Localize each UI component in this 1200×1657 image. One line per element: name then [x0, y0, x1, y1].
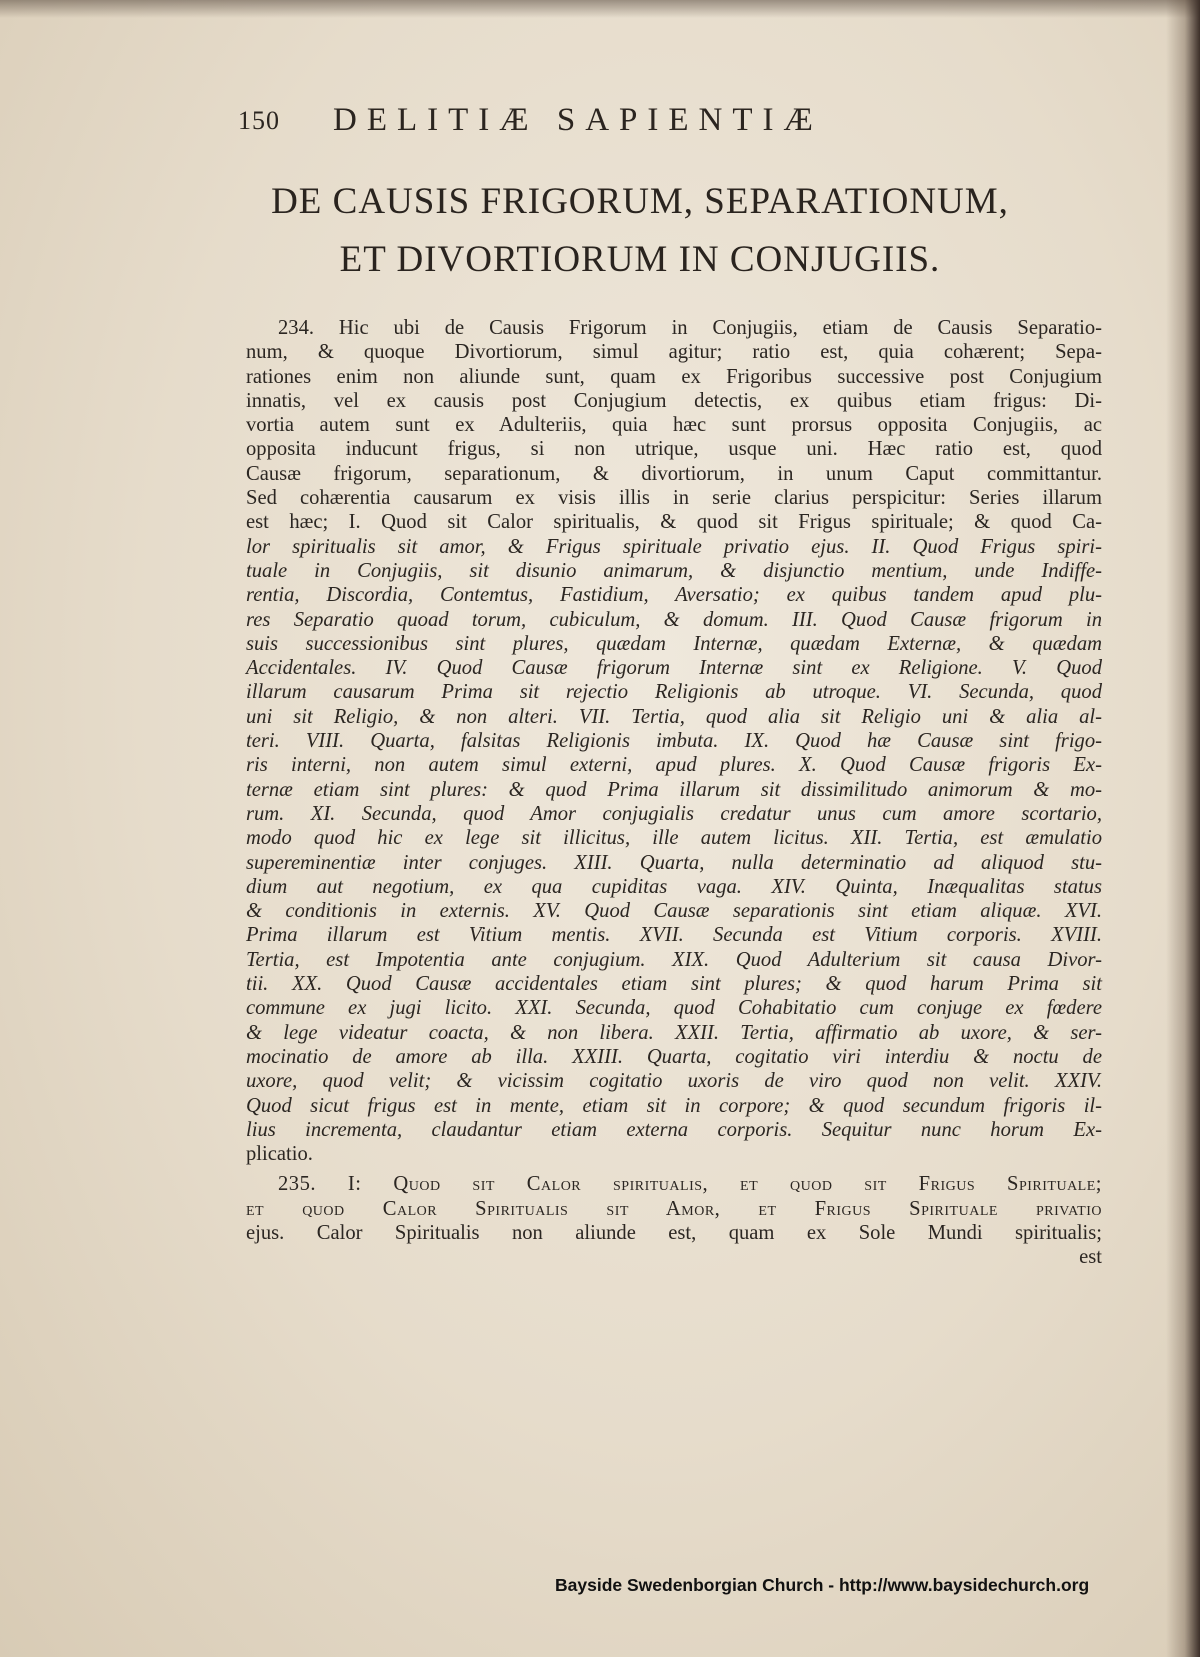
text-line: Causæ frigorum, separationum, & divortiorum, in unum Caput committantur.: [246, 462, 1102, 485]
text-line: Quod sicut frigus est in mente, etiam sit in corpore; & quod secundum frigoris il-: [246, 1094, 1102, 1117]
text-line: rentia, Discordia, Contemtus, Fastidium, Aversatio; ex quibus tandem apud plu-: [246, 584, 1102, 607]
running-title: DELITIÆ SAPIENTIÆ: [333, 102, 823, 138]
text-line: vortia autem sunt ex Adulteriis, quia hæc sunt prorsus opposita Conjugiis, ac: [246, 414, 1102, 437]
text-line: & lege videatur coacta, & non libera. XXII. Tertia, affirmatio ab uxore, & ser-: [246, 1021, 1102, 1044]
text-line: tii. XX. Quod Causæ accidentales etiam sint plures; & quod harum Prima sit: [246, 973, 1102, 996]
catchword: est: [1079, 1246, 1102, 1269]
text-line: ternæ etiam sint plures: & quod Prima illarum sit dissimilitudo animorum & mo-: [246, 778, 1102, 801]
text-line: rum. XI. Secunda, quod Amor conjugialis credatur unus cum amore scortario,: [246, 802, 1102, 825]
running-head: [238, 100, 1038, 140]
text-line: 234. Hic ubi de Causis Frigorum in Conjugiis, etiam de Causis Separatio-: [278, 317, 1102, 339]
text-line: est hæc; I. Quod sit Calor spiritualis, & quod sit Frigus spirituale; & quod Ca-: [246, 511, 1102, 534]
text-line: opposita inducunt frigus, si non utrique, usque uni. Hæc ratio est, quod: [246, 438, 1102, 461]
text-line: res Separatio quoad torum, cubiculum, & domum. III. Quod Causæ frigorum in: [246, 608, 1102, 631]
text-line: modo quod hic ex lege sit illicitus, ille autem licitus. XII. Tertia, est æmulatio: [246, 827, 1102, 850]
body-text: [246, 316, 1102, 1270]
text-line: plicatio.: [246, 1143, 313, 1166]
text-line: ris interni, non autem simul externi, apud plures. X. Quod Causæ frigoris Ex-: [246, 754, 1102, 777]
text-line: suis successionibus sint plures, quædam Internæ, quædam Externæ, & quædam: [246, 632, 1102, 655]
text-line: Accidentales. IV. Quod Causæ frigorum Internæ sint ex Religione. V. Quod: [246, 657, 1102, 680]
text-line: uxore, quod velit; & vicissim cogitatio uxoris de viro quod non velit. XXIV.: [246, 1070, 1102, 1093]
page-binding-edge: [1166, 0, 1200, 1657]
text-line: mocinatio de amore ab illa. XXIII. Quarta, cogitatio viri interdiu & noctu de: [246, 1045, 1102, 1068]
page-top-shadow: [0, 0, 1200, 18]
text-line: commune ex jugi licito. XXI. Secunda, quod Cohabitatio cum conjuge ex fœdere: [246, 997, 1102, 1020]
text-line: dium aut negotium, ex qua cupiditas vaga. XIV. Quinta, Inæqualitas status: [246, 875, 1102, 898]
text-line: 235. I: Quod sit Calor spiritualis, et quod sit Frigus Spirituale;: [278, 1173, 1102, 1196]
text-line: lius incrementa, claudantur etiam externa corporis. Sequitur nunc horum Ex-: [246, 1118, 1102, 1141]
page-number: 150: [238, 106, 280, 135]
footer-credit: Bayside Swedenborgian Church - http://www.baysidechurch.org: [555, 1575, 1090, 1595]
paragraph-235: [246, 1172, 1102, 1269]
text-line: Sed cohærentia causarum ex visis illis in serie clarius perspicitur: Series illarum: [246, 487, 1102, 510]
chapter-title: [200, 173, 1080, 289]
paragraph-234: [246, 316, 1102, 1166]
text-line: Tertia, est Impotentia ante conjugium. XIX. Quod Adulterium sit causa Divor-: [246, 948, 1102, 971]
text-line: et quod Calor Spiritualis sit Amor, et Frigus Spirituale privatio: [246, 1197, 1102, 1220]
text-line: illarum causarum Prima sit rejectio Religionis ab utroque. VI. Secunda, quod: [246, 681, 1102, 704]
text-line: uni sit Religio, & non alteri. VII. Tertia, quod alia sit Religio uni & alia al-: [246, 705, 1102, 728]
text-line: teri. VIII. Quarta, falsitas Religionis imbuta. IX. Quod hæ Causæ sint frigo-: [246, 730, 1102, 753]
chapter-title-line-2: ET DIVORTIORUM IN CONJUGIIS.: [339, 239, 941, 280]
text-line: supereminentiæ inter conjuges. XIII. Quarta, nulla determinatio ad aliquod stu-: [246, 851, 1102, 874]
text-line: innatis, vel ex causis post Conjugium detectis, ex quibus etiam frigus: Di-: [246, 389, 1102, 412]
text-line: & conditionis in externis. XV. Quod Causæ separationis sint etiam aliquæ. XVI.: [246, 900, 1102, 923]
text-line: tuale in Conjugiis, sit disunio animarum, & disjunctio mentium, unde Indiffe-: [246, 559, 1102, 582]
text-line: lor spiritualis sit amor, & Frigus spirituale privatio ejus. II. Quod Frigus spiri-: [246, 535, 1102, 558]
text-line: rationes enim non aliunde sunt, quam ex Frigoribus successive post Conjugium: [246, 365, 1102, 388]
text-line: ejus. Calor Spiritualis non aliunde est, quam ex Sole Mundi spiritualis;: [246, 1221, 1102, 1244]
text-line: Prima illarum est Vitium mentis. XVII. Secunda est Vitium corporis. XVIII.: [246, 924, 1102, 947]
text-line: num, & quoque Divortiorum, simul agitur; ratio est, quia cohærent; Sepa-: [246, 341, 1102, 364]
chapter-title-line-1: DE CAUSIS FRIGORUM, SEPARATIONUM,: [271, 181, 1009, 222]
